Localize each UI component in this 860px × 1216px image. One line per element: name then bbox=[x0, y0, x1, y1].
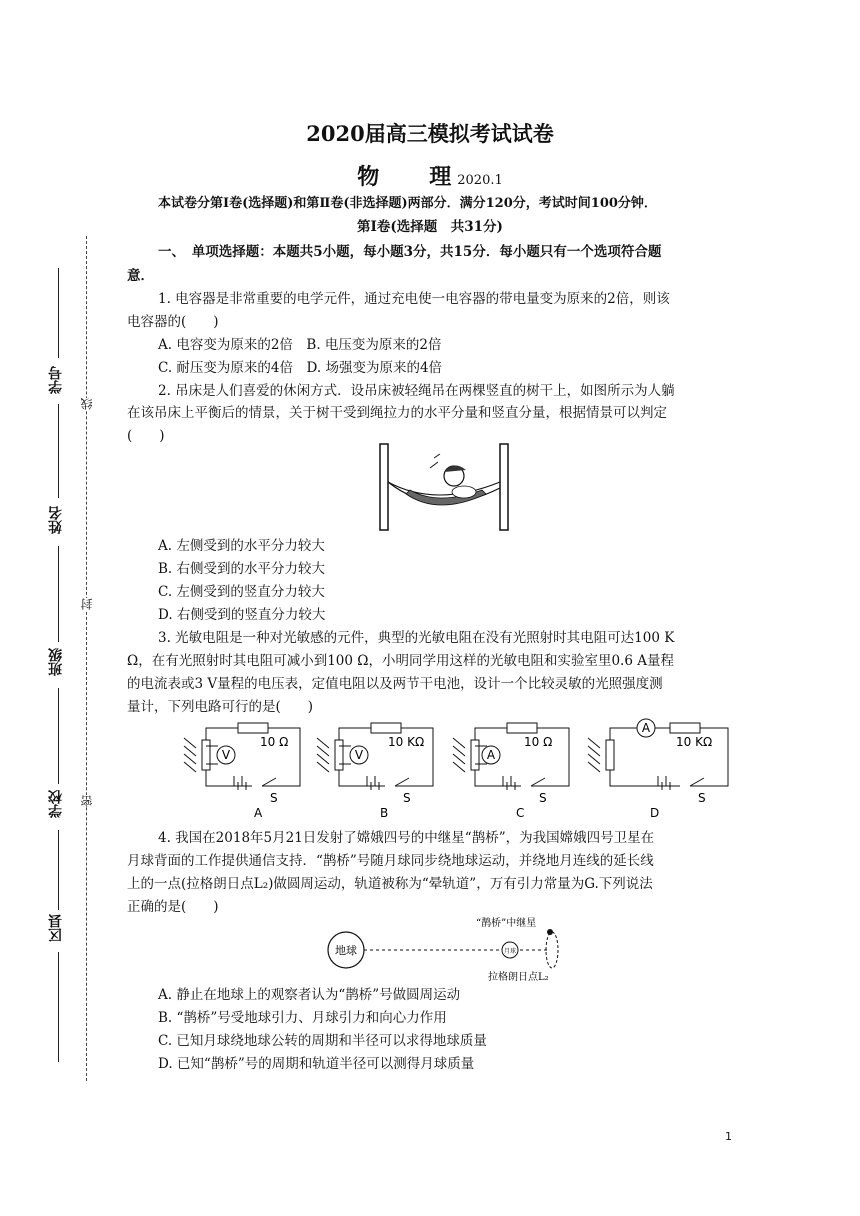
circuit-a-label: A bbox=[254, 806, 263, 820]
q1-stem: 1. 电容器是非常重要的电学元件，通过充电使一电容器的带电量变为原来的2倍，则该 bbox=[158, 291, 670, 307]
q1-stem-cont: 电容器的( ) bbox=[127, 314, 219, 330]
circuit-a-meter: V bbox=[221, 748, 231, 762]
q4-option-c: C. 已知月球绕地球公转的周期和半径可以求得地球质量 bbox=[158, 1033, 487, 1049]
circuit-c-resistor: 10 Ω bbox=[524, 735, 553, 749]
q2-stem: 2. 吊床是人们喜爱的休闲方式．设吊床被轻绳吊在两棵竖直的树干上，如图所示为人躺 bbox=[158, 383, 675, 399]
q4-stem-cont: 月球背面的工作提供通信支持．“鹊桥”号随月球同步绕地球运动，并绕地月连线的延长线 bbox=[127, 853, 654, 869]
fig-earth-label: 地球 bbox=[335, 944, 357, 957]
q1-options-ab: A. 电容变为原来的2倍 B. 电压变为原来的2倍 bbox=[158, 337, 442, 353]
blank-student-id bbox=[58, 268, 59, 358]
circuit-b-label: B bbox=[380, 806, 389, 820]
label-district: 区县 bbox=[48, 914, 64, 942]
q2-option-d: D. 右侧受到的竖直分力较大 bbox=[158, 607, 326, 623]
exam-date: 2020.1 bbox=[457, 173, 503, 188]
circuit-a bbox=[184, 723, 300, 790]
q4-stem-cont3: 正确的是( ) bbox=[127, 899, 219, 915]
q4-stem-cont2: 上的一点(拉格朗日点L₂)做圆周运动，轨道被称为“晕轨道”，万有引力常量为G.下列说法 bbox=[127, 876, 653, 892]
hammock-figure bbox=[376, 442, 512, 534]
subject-line bbox=[0, 160, 860, 191]
label-student-id: 学号 bbox=[48, 366, 64, 394]
seal-secret: 密 bbox=[80, 795, 94, 807]
circuit-c-switch: S bbox=[539, 791, 547, 805]
q1-options-cd: C. 耐压变为原来的4倍 D. 场强变为原来的4倍 bbox=[158, 360, 443, 376]
q3-stem-cont: Ω，在有光照射时其电阻可减小到100 Ω，小明同学用这样的光敏电阻和实验室里0.6 A量程 bbox=[127, 653, 674, 669]
circuit-d-label: D bbox=[650, 806, 660, 820]
page-number: 1 bbox=[725, 1130, 732, 1143]
q2-option-c: C. 左侧受到的竖直分力较大 bbox=[158, 584, 325, 600]
blank-class bbox=[58, 546, 59, 642]
circuit-d bbox=[588, 719, 728, 790]
circuit-diagrams bbox=[182, 718, 762, 822]
seal-line: 线 bbox=[80, 398, 94, 410]
lagrange-figure bbox=[318, 912, 588, 984]
circuit-b bbox=[317, 723, 433, 790]
fig-moon-label: 月球 bbox=[503, 948, 517, 955]
circuit-b-switch: S bbox=[403, 791, 411, 805]
circuit-d-resistor: 10 KΩ bbox=[676, 735, 713, 749]
fig-relay-label: “鹊桥”中继星 bbox=[476, 918, 537, 929]
q2-option-b: B. 右侧受到的水平分力较大 bbox=[158, 561, 326, 577]
blank-name bbox=[58, 404, 59, 498]
circuit-b-resistor: 10 KΩ bbox=[388, 735, 425, 749]
q2-stem-cont: 在该吊床上平衡后的情景，关于树干受到绳拉力的水平分量和竖直分量，根据情景可以判定 bbox=[127, 405, 667, 421]
exam-title: 2020届高三模拟考试试卷 bbox=[306, 121, 554, 146]
circuit-b-meter: V bbox=[354, 748, 364, 762]
section-heading: 一、 单项选择题：本题共5小题，每小题3分，共15分．每小题只有一个选项符合题 bbox=[158, 244, 662, 260]
circuit-c bbox=[453, 723, 569, 790]
q3-stem-cont2: 的电流表或3 V量程的电压表，定值电阻以及两节干电池，设计一个比较灵敏的光照强度测 bbox=[127, 676, 663, 692]
q2-stem-cont2: ( ) bbox=[127, 428, 165, 444]
blank-district bbox=[58, 830, 59, 910]
circuit-d-meter: A bbox=[641, 721, 651, 735]
circuit-d-switch: S bbox=[698, 791, 706, 805]
q4-option-b: B. “鹊桥”号受地球引力、月球引力和向心力作用 bbox=[158, 1010, 447, 1026]
subject-name: 物 理 bbox=[357, 164, 454, 190]
label-name: 姓名 bbox=[48, 506, 64, 534]
circuit-c-label: C bbox=[516, 806, 525, 820]
blank-district-cont bbox=[58, 952, 59, 1062]
q3-stem-cont3: 量计，下列电路可行的是( ) bbox=[127, 699, 314, 715]
section-title: 第Ⅰ卷(选择题 共31分) bbox=[357, 219, 503, 235]
section-heading-cont: 意． bbox=[127, 268, 154, 284]
circuit-c-meter: A bbox=[486, 748, 496, 762]
label-class: 班级 bbox=[48, 648, 64, 676]
label-school: 学校 bbox=[48, 790, 64, 818]
q4-option-a: A. 静止在地球上的观察者认为“鹊桥”号做圆周运动 bbox=[158, 987, 461, 1003]
q3-stem: 3. 光敏电阻是一种对光敏感的元件，典型的光敏电阻在没有光照射时其电阻可达100 K bbox=[158, 630, 675, 646]
seal-seal: 封 bbox=[80, 598, 94, 610]
circuit-a-resistor: 10 Ω bbox=[260, 735, 289, 749]
circuit-a-switch: S bbox=[270, 791, 278, 805]
exam-intro: 本试卷分第Ⅰ卷(选择题)和第Ⅱ卷(非选择题)两部分．满分120分，考试时间100分钟． bbox=[158, 196, 657, 211]
fig-l2-label: 拉格朗日点L₂ bbox=[488, 972, 549, 983]
q2-option-a: A. 左侧受到的水平分力较大 bbox=[158, 538, 325, 554]
blank-school bbox=[58, 688, 59, 784]
q4-option-d: D. 已知“鹊桥”号的周期和轨道半径可以测得月球质量 bbox=[158, 1056, 475, 1072]
q4-stem: 4. 我国在2018年5月21日发射了嫦娥四号的中继星“鹊桥”，为我国嫦娥四号卫星在 bbox=[158, 830, 655, 846]
binding-dashed-line bbox=[86, 236, 87, 1081]
